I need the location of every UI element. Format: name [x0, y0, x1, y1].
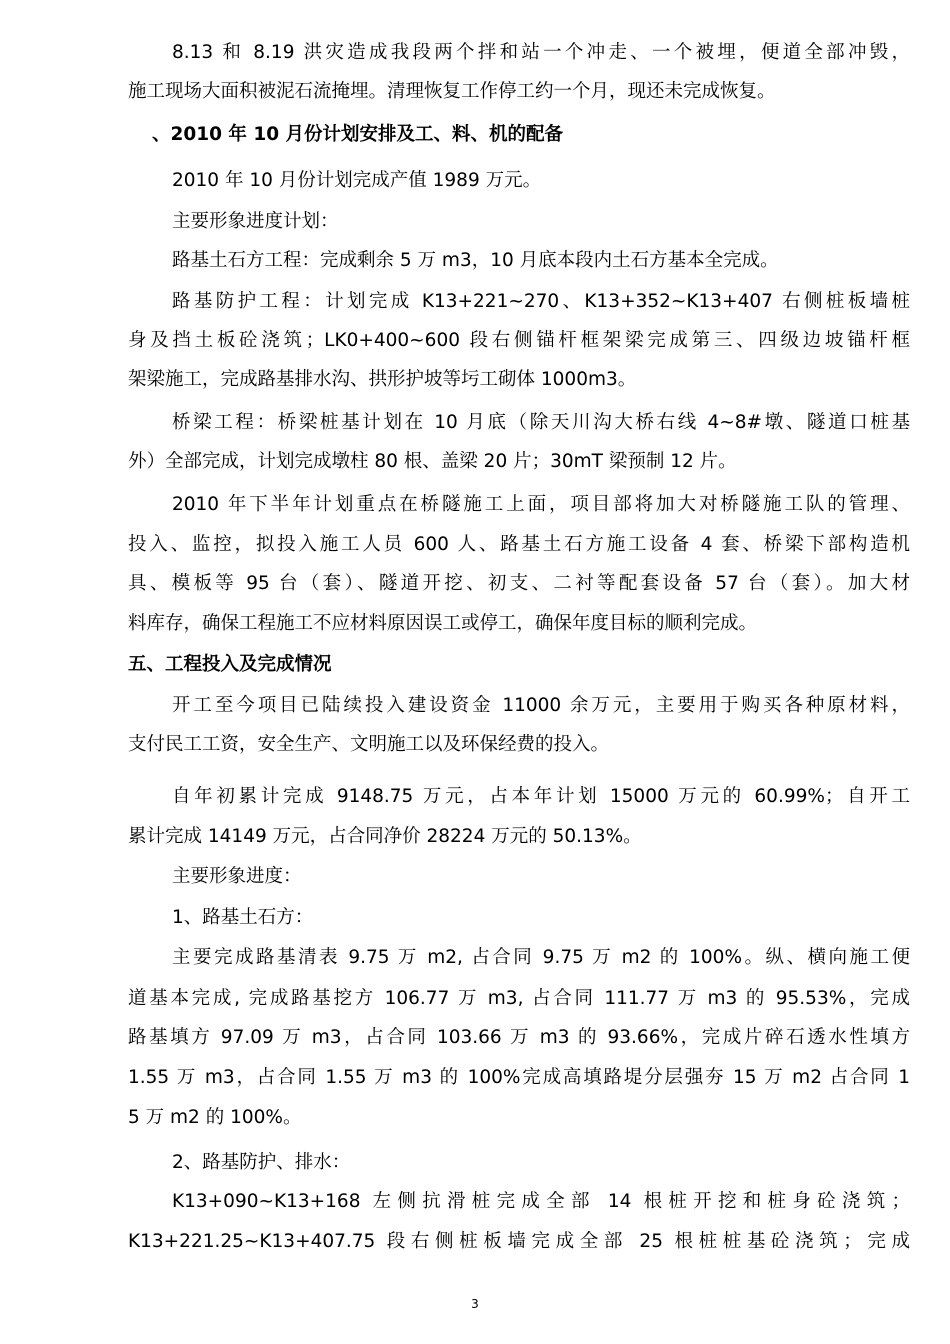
paragraph-protection-plan-line-3: 架梁施工，完成路基排水沟、拱形护坡等圬工砌体 1000m3。 [128, 369, 637, 390]
paragraph-completion-line-2: 累计完成 14149 万元，占合同净价 28224 万元的 50.13%。 [128, 826, 642, 847]
paragraph-october-output: 2010 年 10 月份计划完成产值 1989 万元。 [172, 170, 542, 191]
section-heading-october-plan: 、2010 年 10 月份计划安排及工、料、机的配备 [152, 124, 564, 145]
paragraph-earthwork-line-2: 道基本完成, 完成路基挖方 106.77 万 m3, 占合同 111.77 万 m3 的 95.53%，完成 [128, 988, 910, 1009]
paragraph-completion-line-1: 自年初累计完成 9148.75 万元，占本年计划 15000 万元的 60.99%；自开工 [172, 786, 910, 807]
paragraph-earthwork-line-3: 路基填方 97.09 万 m3，占合同 103.66 万 m3 的 93.66%，完成片碎石透水性填方 [128, 1027, 910, 1048]
paragraph-earthwork-line-5: 5 万 m2 的 100%。 [128, 1107, 302, 1128]
paragraph-h2-plan-line-3: 具、模板等 95 台（套）、隧道开挖、初支、二衬等配套设备 57 台（套）。加大材 [128, 573, 910, 594]
paragraph-investment-line-2: 支付民工工资，安全生产、文明施工以及环保经费的投入。 [128, 734, 610, 755]
paragraph-earthwork-line-1: 主要完成路基清表 9.75 万 m2, 占合同 9.75 万 m2 的 100%。纵、横向施工便 [172, 947, 910, 968]
paragraph-bridge-plan-line-2: 外）全部完成，计划完成墩柱 80 根、盖梁 20 片；30mT 梁预制 12 片。 [128, 451, 737, 472]
paragraph-investment-line-1: 开工至今项目已陆续投入建设资金 11000 余万元，主要用于购买各种原材料， [172, 695, 910, 716]
paragraph-protection-line-2: K13+221.25~K13+407.75 段右侧桩板墙完成全部 25 根桩桩基砼浇筑；完成 [128, 1231, 910, 1252]
paragraph-progress-plan-label: 主要形象进度计划： [172, 211, 339, 232]
paragraph-protection-plan-line-1: 路基防护工程：计划完成 K13+221~270、K13+352~K13+407 右侧桩板墙桩 [172, 291, 910, 312]
paragraph-bridge-plan-line-1: 桥梁工程：桥梁桩基计划在 10 月底（除天川沟大桥右线 4~8#墩、隧道口桩基 [172, 412, 910, 433]
page-number: 3 [471, 1297, 479, 1311]
paragraph-h2-plan-line-1: 2010 年下半年计划重点在桥隧施工上面，项目部将加大对桥隧施工队的管理、 [172, 494, 910, 515]
paragraph-protection-plan-line-2: 身及挡土板砼浇筑；LK0+400~600 段右侧锚杆框架梁完成第三、四级边坡锚杆框 [128, 330, 910, 351]
paragraph-h2-plan-line-4: 料库存，确保工程施工不应材料原因误工或停工，确保年度目标的顺利完成。 [128, 613, 758, 634]
paragraph-protection-line-1: K13+090~K13+168 左侧抗滑桩完成全部 14 根桩开挖和桩身砼浇筑； [172, 1191, 910, 1212]
section-heading-investment: 五、工程投入及完成情况 [128, 654, 332, 675]
paragraph-flood-line-1: 8.13 和 8.19 洪灾造成我段两个拌和站一个冲走、一个被埋，便道全部冲毁， [172, 42, 910, 63]
paragraph-h2-plan-line-2: 投入、监控，拟投入施工人员 600 人、路基土石方施工设备 4 套、桥梁下部构造机 [128, 534, 910, 555]
paragraph-progress-label: 主要形象进度： [172, 866, 302, 887]
paragraph-earthwork-line-4: 1.55 万 m3，占合同 1.55 万 m3 的 100%完成高填路堤分层强夯 15 万 m2 占合同 1 [128, 1067, 910, 1088]
paragraph-flood-line-2: 施工现场大面积被泥石流掩埋。清理恢复工作停工约一个月，现还未完成恢复。 [128, 81, 776, 102]
subheading-earthwork: 1、路基土石方： [172, 907, 314, 928]
subheading-protection-drainage: 2、路基防护、排水： [172, 1152, 351, 1173]
paragraph-earthwork-plan: 路基土石方工程：完成剩余 5 万 m3，10 月底本段内土石方基本全完成。 [172, 250, 779, 271]
